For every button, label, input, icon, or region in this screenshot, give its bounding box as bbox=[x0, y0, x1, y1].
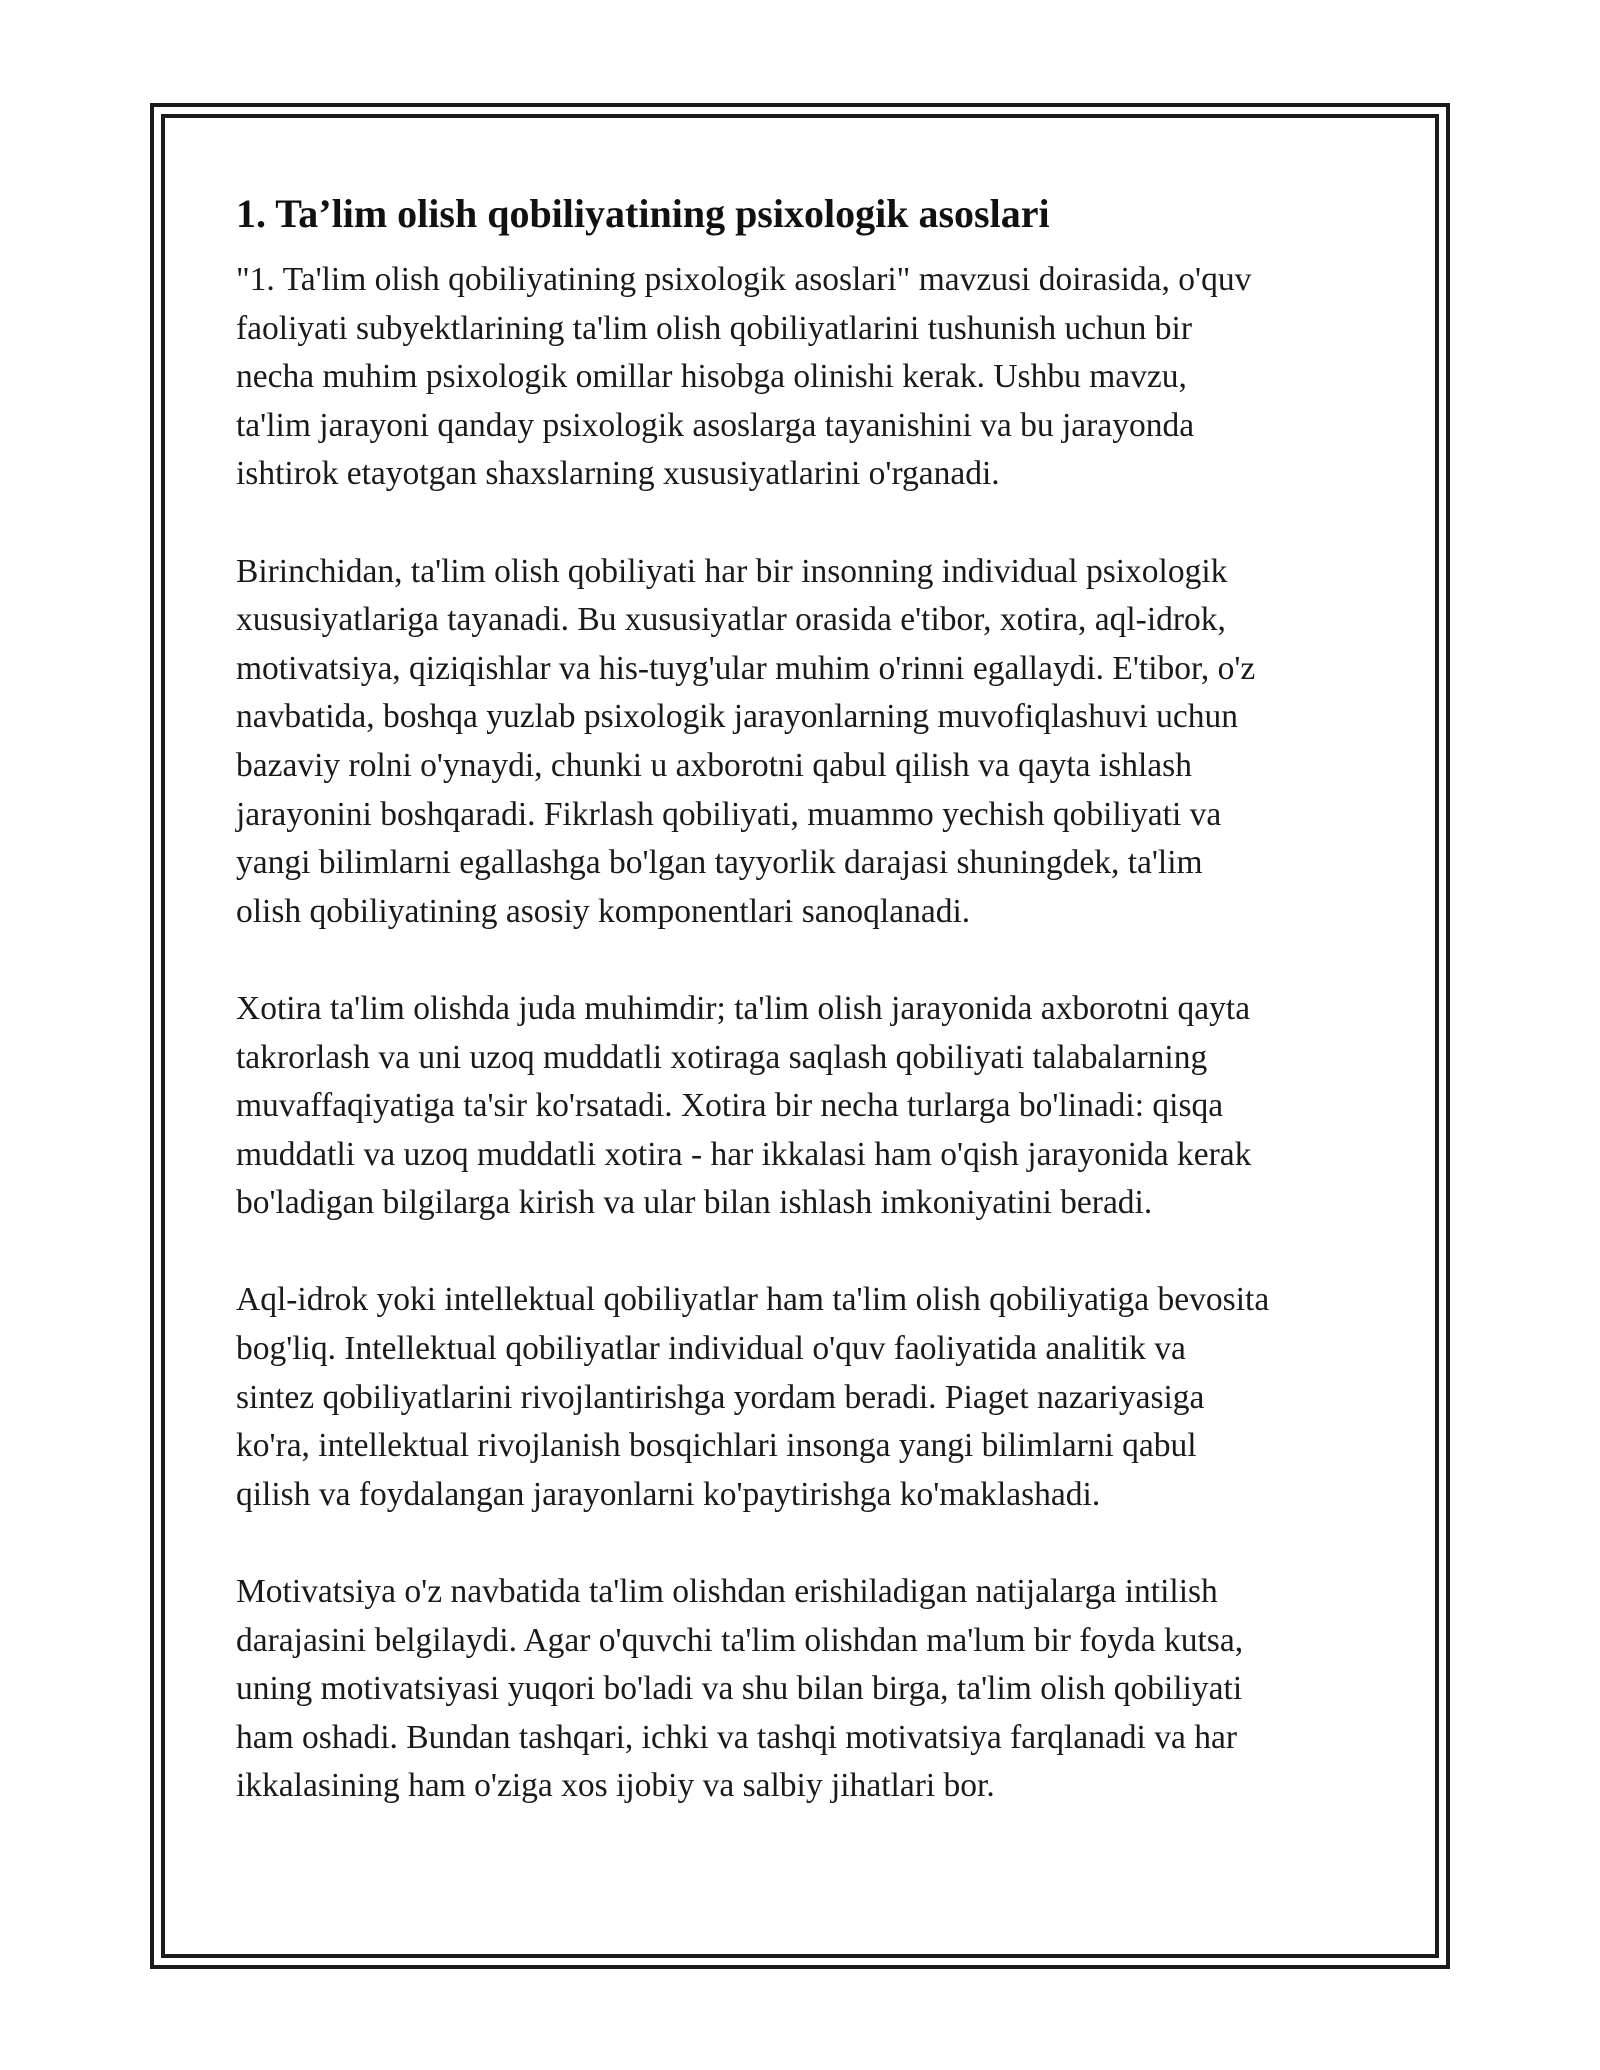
paragraph-line: faoliyati subyektlarining ta'lim olish qobiliyatlarini tushunish uchun bir bbox=[236, 309, 1193, 347]
paragraph bbox=[236, 548, 1386, 937]
paragraph-line: bo'ladigan bilgilarga kirish va ular bilan ishlash imkoniyatini beradi. bbox=[236, 1184, 1153, 1222]
paragraph-line: Aql-idrok yoki intellektual qobiliyatlar ham ta'lim olish qobiliyatiga bevosita bbox=[236, 1281, 1270, 1319]
paragraph-line: sintez qobiliyatlarini rivojlantirishga yordam beradi. Piaget nazariyasiga bbox=[236, 1378, 1205, 1416]
paragraph-line: xususiyatlariga tayanadi. Bu xususiyatlar orasida e'tibor, xotira, aql-idrok, bbox=[236, 601, 1226, 639]
paragraph-line: uning motivatsiyasi yuqori bo'ladi va shu bilan birga, ta'lim olish qobiliyati bbox=[236, 1670, 1243, 1708]
paragraph-line: takrorlash va uni uzoq muddatli xotiraga saqlash qobiliyati talabalarning bbox=[236, 1038, 1208, 1076]
paragraph-line: muvaffaqiyatiga ta'sir ko'rsatadi. Xotira bir necha turlarga bo'linadi: qisqa bbox=[236, 1087, 1224, 1125]
paragraph-line: "1. Ta'lim olish qobiliyatining psixologik asoslari" mavzusi doirasida, o'quv bbox=[236, 261, 1252, 298]
paragraph-line: muddatli va uzoq muddatli xotira - har ikkalasi ham o'qish jarayonida kerak bbox=[236, 1135, 1252, 1173]
paragraph-line: ta'lim jarayoni qanday psixologik asoslarga tayanishini va bu jarayonda bbox=[236, 406, 1195, 444]
paragraph-line: bog'liq. Intellektual qobiliyatlar individual o'quv faoliyatida analitik va bbox=[236, 1330, 1186, 1368]
paragraph-line: Motivatsiya o'z navbatida ta'lim olishdan erishiladigan natijalarga intilish bbox=[236, 1573, 1218, 1611]
paragraph-line: Xotira ta'lim olishda juda muhimdir; ta'lim olish jarayonida axborotni qayta bbox=[236, 989, 1251, 1027]
paragraph bbox=[236, 1276, 1386, 1519]
paragraph-line: bazaviy rolni o'ynaydi, chunki u axborotni qabul qilish va qayta ishlash bbox=[236, 746, 1192, 784]
paragraph-line: yangi bilimlarni egallashga bo'lgan tayyorlik darajasi shuningdek, ta'lim bbox=[236, 844, 1203, 882]
paragraph bbox=[236, 985, 1386, 1228]
paragraph-line: olish qobiliyatining asosiy komponentlari sanoqlanadi. bbox=[236, 892, 971, 930]
paragraph-line: ko'ra, intellektual rivojlanish bosqichlari insonga yangi bilimlarni qabul bbox=[236, 1427, 1197, 1465]
paragraph bbox=[236, 1568, 1386, 1811]
paragraph-list bbox=[236, 256, 1386, 1811]
paragraph-line: ikkalasining ham o'ziga xos ijobiy va salbiy jihatlari bor. bbox=[236, 1767, 995, 1805]
paragraph-line: motivatsiya, qiziqishlar va his-tuyg'ular muhim o'rinni egallaydi. E'tibor, o'z bbox=[236, 649, 1256, 687]
paragraph-line: navbatida, boshqa yuzlab psixologik jarayonlarning muvofiqlashuvi uchun bbox=[236, 698, 1239, 736]
paragraph-line: ishtirok etayotgan shaxslarning xususiyatlarini o'rganadi. bbox=[236, 455, 1000, 493]
document-body bbox=[236, 188, 1386, 1860]
paragraph-line: necha muhim psixologik omillar hisobga olinishi kerak. Ushbu mavzu, bbox=[236, 358, 1187, 396]
paragraph-line: darajasini belgilaydi. Agar o'quvchi ta'lim olishdan ma'lum bir foyda kutsa, bbox=[236, 1621, 1244, 1659]
paragraph-line: ham oshadi. Bundan tashqari, ichki va tashqi motivatsiya farqlanadi va har bbox=[236, 1718, 1238, 1756]
paragraph-line: qilish va foydalangan jarayonlarni ko'paytirishga ko'maklashadi. bbox=[236, 1475, 1101, 1513]
paragraph-line: Birinchidan, ta'lim olish qobiliyati har bir insonning individual psixologik bbox=[236, 552, 1228, 590]
section-heading: 1. Ta’lim olish qobiliyatining psixologik asoslari bbox=[236, 191, 1050, 236]
paragraph-line: jarayonini boshqaradi. Fikrlash qobiliyati, muammo yechish qobiliyati va bbox=[236, 795, 1222, 833]
paragraph bbox=[236, 256, 1386, 499]
